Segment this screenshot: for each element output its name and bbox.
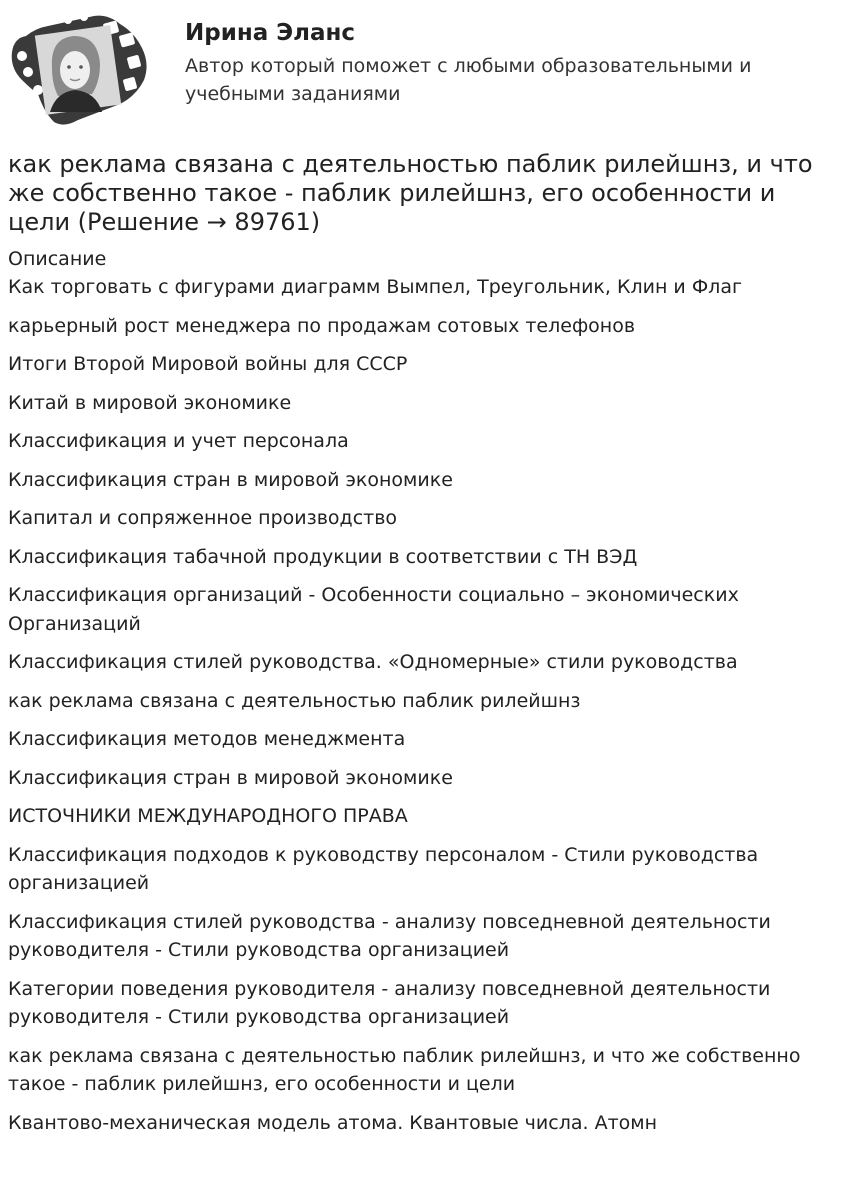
related-link[interactable]: как реклама связана с деятельностью паблик рилейшнз, и что же собственно такое - паблик рилейшнз, его особенности и цели bbox=[8, 1044, 801, 1095]
author-card bbox=[8, 8, 838, 128]
related-link[interactable]: Классификация методов менеджмента bbox=[8, 728, 406, 750]
related-link[interactable]: Капитал и сопряженное производство bbox=[8, 507, 398, 529]
related-list bbox=[8, 273, 808, 1147]
description-label: Описание bbox=[8, 248, 107, 270]
author-description: Автор который поможет с любыми образовательными и учебными заданиями bbox=[185, 55, 752, 105]
related-link[interactable]: ИСТОЧНИКИ МЕЖДУНАРОДНОГО ПРАВА bbox=[8, 805, 408, 827]
related-link[interactable]: Китай в мировой экономике bbox=[8, 391, 292, 414]
related-link[interactable]: Как торговать с фигурами диаграмм Вымпел, Треугольник, Клин и Флаг bbox=[8, 276, 742, 298]
related-link[interactable]: Классификация стран в мировой экономике bbox=[8, 468, 453, 491]
related-link[interactable]: Классификация подходов к руководству персоналом - Стили руководства организацией bbox=[8, 843, 759, 894]
related-link[interactable]: Классификация табачной продукции в соответствии с ТН ВЭД bbox=[8, 545, 638, 568]
related-link[interactable]: Классификация и учет персонала bbox=[8, 430, 349, 452]
author-avatar bbox=[8, 8, 150, 126]
author-name[interactable]: Ирина Эланс bbox=[185, 20, 356, 46]
related-link[interactable]: как реклама связана с деятельностью паблик рилейшнз bbox=[8, 689, 581, 712]
related-link[interactable]: Категории поведения руководителя - анализу повседневной деятельности руководителя - Стили руководства организацией bbox=[8, 977, 771, 1028]
page-title: как реклама связана с деятельностью паблик рилейшнз, и что же собственно такое - паблик рилейшнз, его особенности и цели (Решение → 89761) bbox=[8, 150, 813, 236]
related-link[interactable]: Классификация стилей руководства. «Одномерные» стили руководства bbox=[8, 651, 738, 673]
related-link[interactable]: Классификация стран в мировой экономике bbox=[8, 766, 453, 789]
related-link[interactable]: Классификация стилей руководства - анализу повседневной деятельности руководителя - Стили руководства организацией bbox=[8, 910, 771, 961]
related-link[interactable]: карьерный рост менеджера по продажам сотовых телефонов bbox=[8, 314, 636, 337]
author-photo bbox=[35, 25, 121, 115]
related-link[interactable]: Квантово-механическая модель атома. Квантовые числа. Атомн bbox=[8, 1111, 658, 1134]
related-link[interactable]: Итоги Второй Мировой войны для СССР bbox=[8, 353, 408, 375]
related-link[interactable]: Классификация организаций - Особенности социально – экономических Организаций bbox=[8, 584, 739, 635]
